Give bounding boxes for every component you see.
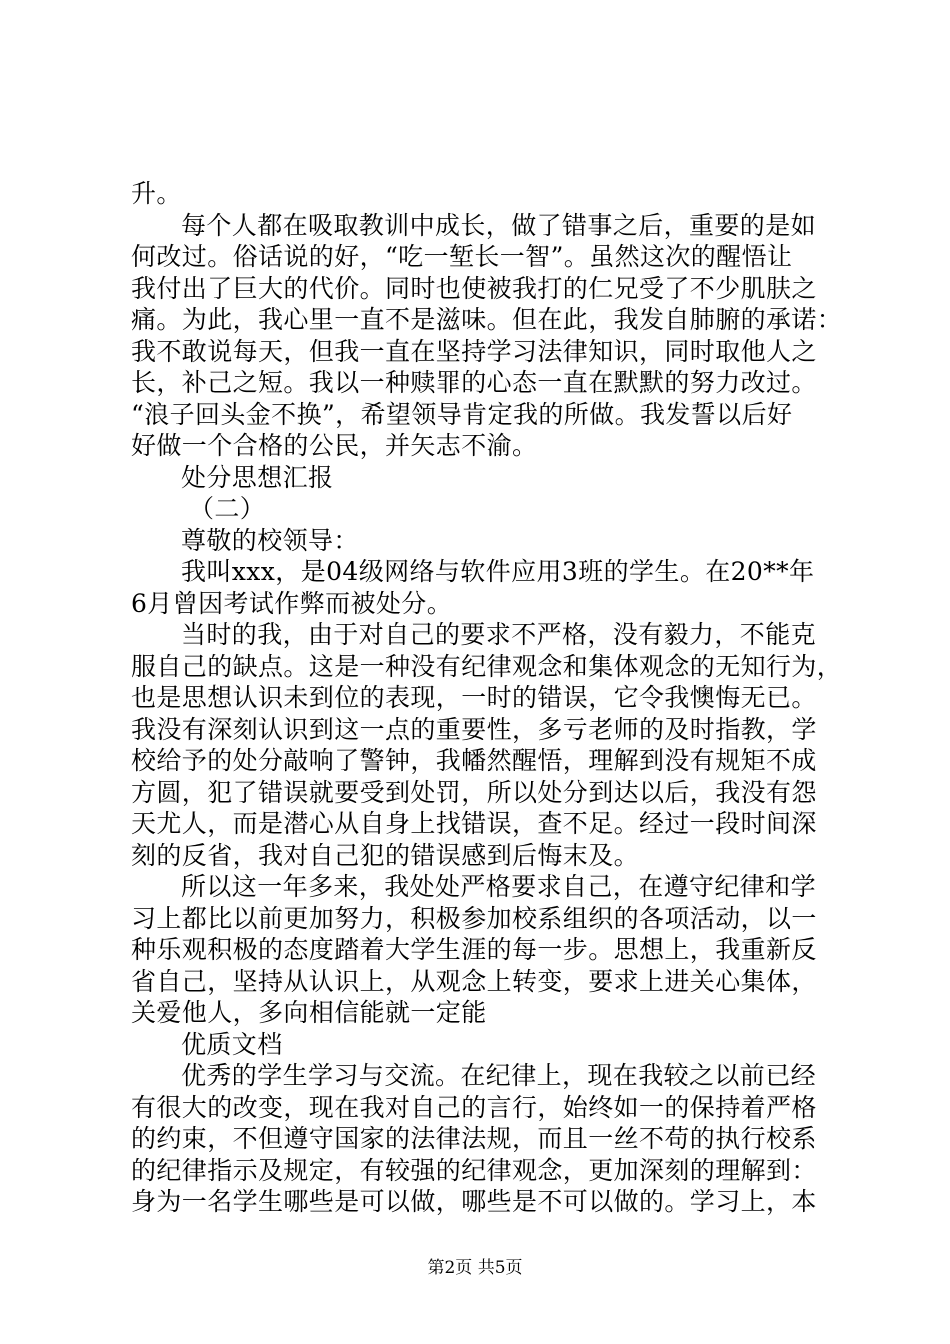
text-line: 处分思想汇报	[181, 462, 334, 492]
text-line: 何改过。俗话说的好，“吃一堑长一智”。虽然这次的醒悟让	[131, 242, 793, 271]
text-line: 痛。为此，我心里一直不是滋味。但在此，我发自肺腑的承诺：	[131, 305, 843, 334]
text-line: 我付出了巨大的代价。同时也使被我打的仁兄受了不少肌肤之	[131, 273, 817, 303]
text-line: 的纪律指示及规定，有较强的纪律观念，更加深刻的理解到：	[131, 1155, 817, 1185]
text-line: 的约束，不但遵守国家的法律法规，而且一丝不苟的执行校系	[131, 1124, 817, 1153]
text-line: 优秀的学生学习与交流。在纪律上，现在我较之以前已经	[181, 1061, 817, 1090]
text-line: 也是思想认识未到位的表现，一时的错误，它令我懊悔无已。	[131, 683, 817, 712]
text-line: 方圆，犯了错误就要受到处罚，所以处分到达以后，我没有怨	[131, 777, 817, 807]
text-line: 种乐观积极的态度踏着大学生涯的每一步。思想上，我重新反	[131, 935, 817, 964]
text-line: 刻的反省，我对自己犯的错误感到后悔末及。	[131, 840, 640, 870]
text-line: 所以这一年多来，我处处严格要求自己，在遵守纪律和学	[181, 872, 817, 901]
text-line: 6月曾因考试作弊而被处分。	[131, 588, 453, 618]
text-line: 当时的我，由于对自己的要求不严格，没有毅力，不能克	[181, 620, 817, 649]
text-line: 身为一名学生哪些是可以做，哪些是不可以做的。学习上，本	[131, 1187, 817, 1216]
text-line: 长，补己之短。我以一种赎罪的心态一直在默默的努力改过。	[131, 368, 817, 397]
text-line: 尊敬的校领导：	[181, 525, 359, 555]
text-line: 天尤人，而是潜心从自身上找错误，查不足。经过一段时间深	[131, 809, 817, 838]
document-body	[131, 178, 843, 1218]
text-line: 每个人都在吸取教训中成长，做了错事之后，重要的是如	[181, 210, 817, 240]
text-line: 省自己，坚持从认识上，从观念上转变，要求上进关心集体，	[131, 966, 817, 996]
text-line: （二）	[189, 494, 266, 523]
text-line: 我没有深刻认识到这一点的重要性，多亏老师的及时指教，学	[131, 714, 817, 744]
text-line: “浪子回头金不换”，希望领导肯定我的所做。我发誓以后好	[131, 399, 793, 429]
text-line: 关爱他人，多向相信能就一定能	[131, 998, 487, 1027]
text-line: 有很大的改变，现在我对自己的言行，始终如一的保持着严格	[131, 1092, 817, 1122]
text-line: 好做一个合格的公民，并矢志不渝。	[131, 431, 538, 460]
text-line: 升。	[131, 179, 182, 208]
text-line: 优质文档	[181, 1029, 283, 1059]
page-footer: 第2页 共5页	[427, 1258, 523, 1278]
text-line: 服自己的缺点。这是一种没有纪律观念和集体观念的无知行为，	[131, 651, 843, 681]
text-line: 我不敢说每天，但我一直在坚持学习法律知识，同时取他人之	[131, 336, 817, 366]
text-line: 我叫xxx，是04级网络与软件应用3班的学生。在20**年	[181, 557, 815, 586]
text-line: 校给予的处分敲响了警钟，我幡然醒悟，理解到没有规矩不成	[131, 746, 817, 775]
text-line: 习上都比以前更加努力，积极参加校系组织的各项活动，以一	[131, 903, 817, 933]
